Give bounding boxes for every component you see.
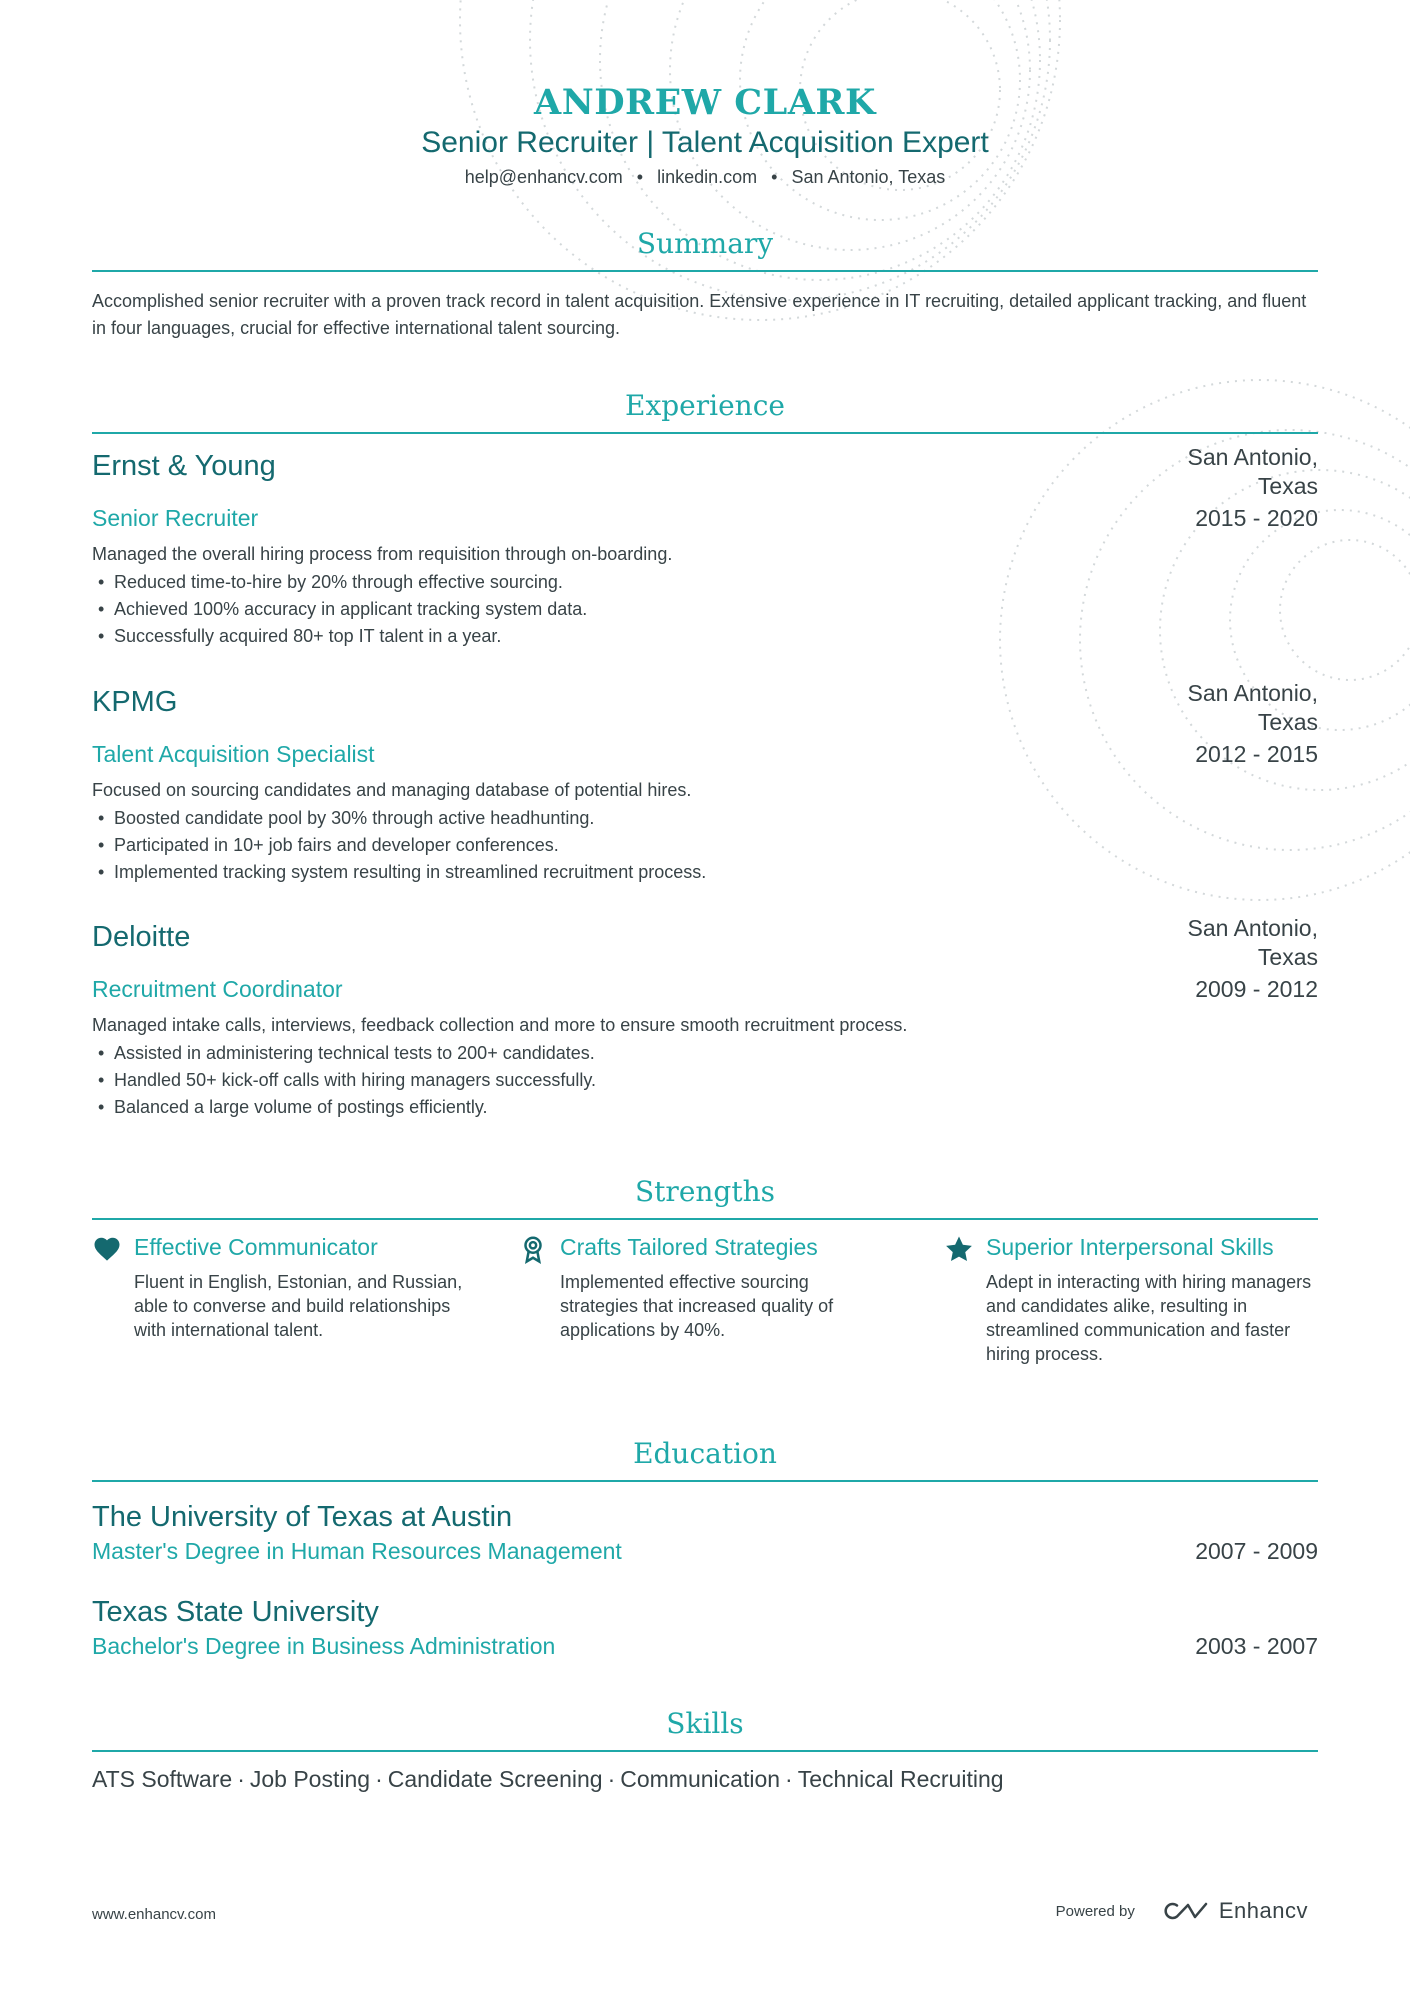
candidate-location: San Antonio, Texas xyxy=(791,167,946,187)
contact-separator: • xyxy=(636,167,644,187)
school-name: The University of Texas at Austin xyxy=(92,1501,513,1533)
strength-title: Effective Communicator xyxy=(134,1234,378,1260)
strength-title: Crafts Tailored Strategies xyxy=(560,1234,818,1260)
job-description: Managed the overall hiring process from requisition through on-boarding. xyxy=(92,544,673,564)
skill-item: Technical Recruiting xyxy=(797,1766,1004,1792)
job-bullets xyxy=(92,569,587,650)
list-item: • Reduced time-to-hire by 20% through effective sourcing. xyxy=(92,569,587,596)
education-dates: 2003 - 2007 xyxy=(1195,1633,1318,1659)
list-item: • Balanced a large volume of postings efficiently. xyxy=(92,1094,596,1121)
list-item: • Achieved 100% accuracy in applicant tracking system data. xyxy=(92,596,587,623)
summary-text: Accomplished senior recruiter with a proven track record in talent acquisition. Extensive experience in IT recruiting, detailed applicant tracking, and fluent in four languages, crucial for effective international talent sourcing. xyxy=(92,291,1307,338)
job-bullets xyxy=(92,1040,596,1121)
job-location-line: Texas xyxy=(1257,473,1318,499)
job-location-line: Texas xyxy=(1257,709,1318,735)
award-icon xyxy=(518,1234,548,1264)
list-item: • Implemented tracking system resulting in streamlined recruitment process. xyxy=(92,859,706,886)
education-dates: 2007 - 2009 xyxy=(1195,1538,1318,1564)
powered-by-label: Powered by xyxy=(1055,1902,1135,1920)
contact-separator: • xyxy=(771,167,778,187)
strength-description: Implemented effective sourcing strategies that increased quality of applications by 40%. xyxy=(560,1272,834,1340)
section-title: Education xyxy=(633,1437,777,1470)
section-title: Strengths xyxy=(635,1175,775,1208)
job-description: Managed intake calls, interviews, feedback collection and more to ensure smooth recruitment process. xyxy=(92,1015,908,1035)
job-location-line: Texas xyxy=(1257,944,1318,970)
resume-page xyxy=(92,0,1318,1995)
skill-item: Communication xyxy=(620,1766,781,1792)
list-item: • Boosted candidate pool by 30% through active headhunting. xyxy=(92,805,706,832)
company-name: Deloitte xyxy=(92,921,191,953)
skill-item: Candidate Screening xyxy=(387,1766,603,1792)
company-name: KPMG xyxy=(92,686,178,718)
skill-separator: · xyxy=(785,1766,793,1792)
job-location-line: San Antonio, xyxy=(1187,680,1318,706)
job-bullets xyxy=(92,805,706,886)
skill-separator: · xyxy=(375,1766,383,1792)
job-location xyxy=(1138,914,1318,972)
skill-item: Job Posting xyxy=(249,1766,371,1792)
star-icon xyxy=(944,1234,974,1264)
skills-list xyxy=(92,1764,1004,1794)
company-name: Ernst & Young xyxy=(92,450,276,482)
enhancv-logo-icon xyxy=(1163,1899,1209,1923)
job-role: Recruitment Coordinator xyxy=(92,976,343,1002)
email-link[interactable]: help@enhancv.com xyxy=(464,167,623,187)
job-location xyxy=(1138,443,1318,501)
job-location-line: San Antonio, xyxy=(1187,444,1318,470)
section-summary-heading xyxy=(92,224,1318,272)
section-title: Summary xyxy=(636,227,774,260)
job-description: Focused on sourcing candidates and managing database of potential hires. xyxy=(92,780,692,800)
candidate-title: Senior Recruiter | Talent Acquisition Expert xyxy=(421,126,989,159)
heart-icon xyxy=(92,1234,122,1264)
section-title: Skills xyxy=(666,1707,744,1740)
list-item: • Handled 50+ kick-off calls with hiring managers successfully. xyxy=(92,1067,596,1094)
footer-website-link[interactable]: www.enhancv.com xyxy=(92,1906,216,1923)
section-education-heading xyxy=(92,1434,1318,1482)
list-item: • Successfully acquired 80+ top IT talent in a year. xyxy=(92,623,587,650)
section-skills-heading xyxy=(92,1704,1318,1752)
strength-title: Superior Interpersonal Skills xyxy=(986,1234,1274,1260)
section-strengths-heading xyxy=(92,1172,1318,1220)
resume-header xyxy=(92,82,1318,190)
degree-name: Bachelor's Degree in Business Administration xyxy=(92,1633,556,1659)
job-role: Senior Recruiter xyxy=(92,505,259,531)
job-dates: 2015 - 2020 xyxy=(1195,505,1318,531)
skill-item: ATS Software xyxy=(92,1766,233,1792)
contact-info xyxy=(92,164,1318,190)
job-role: Talent Acquisition Specialist xyxy=(92,741,375,767)
section-experience-heading xyxy=(92,386,1318,434)
job-location xyxy=(1138,679,1318,737)
school-name: Texas State University xyxy=(92,1596,379,1628)
section-title: Experience xyxy=(625,389,785,422)
linkedin-link[interactable]: linkedin.com xyxy=(657,167,758,187)
list-item: • Participated in 10+ job fairs and developer conferences. xyxy=(92,832,706,859)
skill-separator: · xyxy=(237,1766,245,1792)
job-dates: 2012 - 2015 xyxy=(1195,741,1318,767)
job-dates: 2009 - 2012 xyxy=(1195,976,1318,1002)
job-location-line: San Antonio, xyxy=(1187,915,1318,941)
strength-description: Adept in interacting with hiring managers and candidates alike, resulting in streamlined communication and faster hiring process. xyxy=(986,1272,1312,1364)
candidate-name: ANDREW CLARK xyxy=(534,82,876,123)
strength-description: Fluent in English, Estonian, and Russian, able to converse and build relationships with international talent. xyxy=(134,1272,463,1340)
brand-name[interactable]: Enhancv xyxy=(1218,1898,1308,1923)
degree-name: Master's Degree in Human Resources Management xyxy=(92,1538,622,1564)
footer-branding xyxy=(1056,1898,1308,1924)
list-item: • Assisted in administering technical tests to 200+ candidates. xyxy=(92,1040,596,1067)
skill-separator: · xyxy=(607,1766,616,1792)
